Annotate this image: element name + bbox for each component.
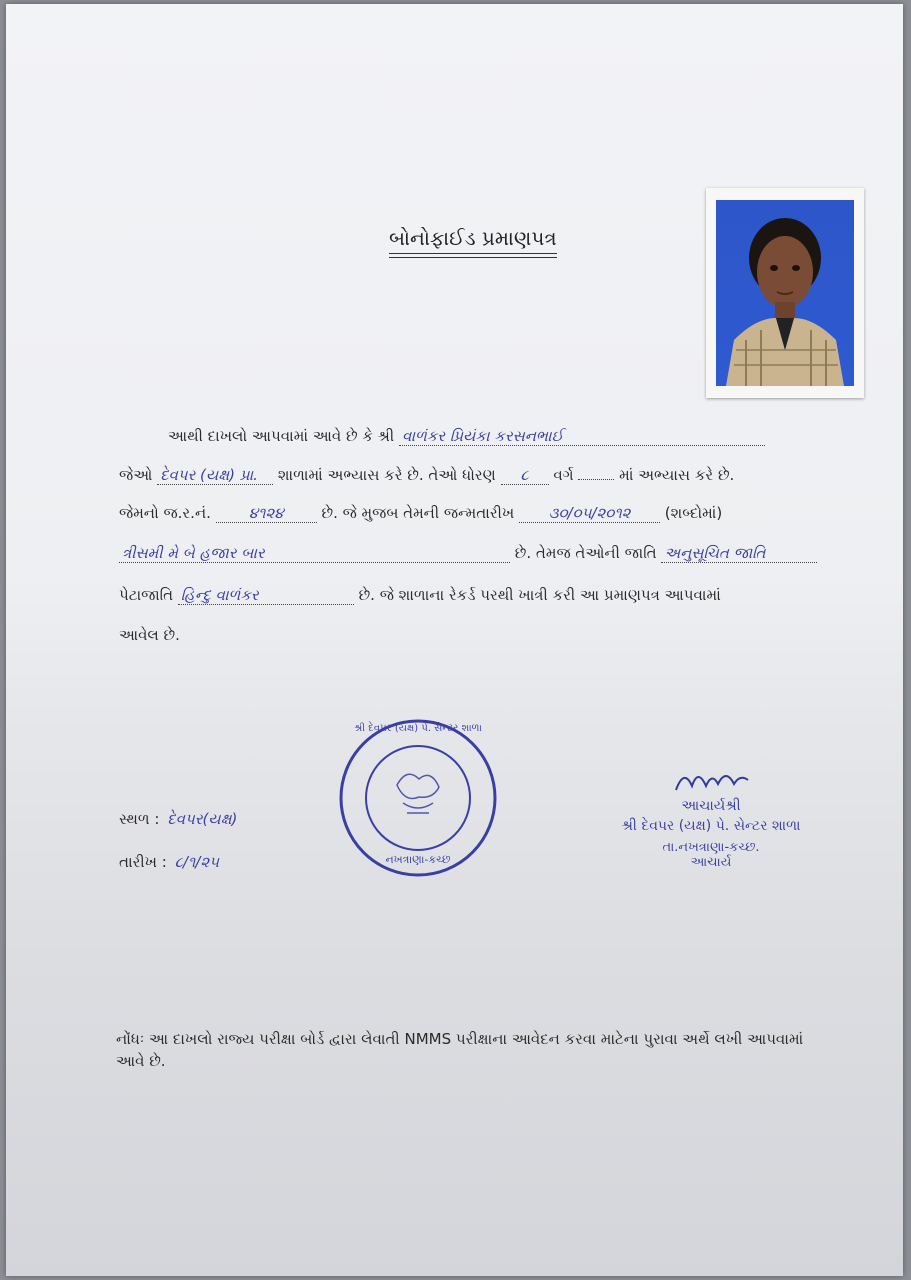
standard-field: ૮ xyxy=(501,466,549,485)
stamp-ring-text: શ્રી દેવપર (યક્ષ) પે. સેન્ટર શાળા xyxy=(354,723,482,734)
date-value: ૮/૧/૨૫ xyxy=(174,853,219,871)
footer-note: નોંધઃ આ દાખલો રાજ્ય પરીક્ષા બોર્ડ દ્વારા લેવાતી NMMS પરીક્ષાના આવેદન કરવા માટેના પુરાવા અર્થે લખી આપવામાં આવે છે. xyxy=(116,1030,804,1070)
paragraph-line-1 xyxy=(168,427,765,446)
subcaste-field: હિન્દુ વાળંકર xyxy=(178,586,354,605)
school-name-field: દેવપર (યક્ષ) પ્રા. xyxy=(157,466,273,485)
place-value: દેવપર(યક્ષ) xyxy=(167,810,238,828)
class-field xyxy=(578,479,614,480)
signature-school: શ્રી દેવપર (યક્ષ) પે. સેન્ટર શાળા xyxy=(621,818,801,834)
line2-suffix: માં અભ્યાસ કરે છે. xyxy=(619,466,735,484)
date-of-birth-field: ૩૦/૦૫/૨૦૧૨ xyxy=(519,504,660,523)
class-label: વર્ગ xyxy=(553,466,574,484)
date-line xyxy=(119,853,222,871)
signature-taluka: તા.નખત્રાણા-કચ્છ. xyxy=(662,840,760,855)
stamp-bottom-text: નખત્રાણા-કચ્છ xyxy=(385,853,451,866)
register-number-field: ૪૧૨૪ xyxy=(216,504,317,523)
certificate-paper xyxy=(6,4,903,1276)
line2-mid: શાળામાં અભ્યાસ કરે છે. તેઓ ધોરણ xyxy=(277,466,496,484)
line3-suffix: (શબ્દોમાં) xyxy=(664,504,723,522)
school-stamp xyxy=(337,717,499,879)
paragraph-line-5 xyxy=(119,586,721,605)
line2-prefix: જેઓ xyxy=(119,466,153,484)
signature-title: આચાર્યશ્રી xyxy=(681,798,741,814)
signature-role: આચાર્ય xyxy=(690,855,732,870)
certificate-title: બોનોફાઈડ પ્રમાણપત્ર xyxy=(389,226,557,254)
line4-mid: છે. તેમજ તેઓની જાતિ xyxy=(514,544,657,562)
intro-text: આથી દાખલો આપવામાં આવે છે કે શ્રી xyxy=(168,427,395,445)
student-name-field: વાળંકર પ્રિયંકા કરસનભાઈ xyxy=(399,427,765,446)
principal-signature-block xyxy=(591,764,831,870)
paragraph-line-3 xyxy=(119,504,722,523)
portrait-graphic xyxy=(716,200,854,386)
caste-field: અનુસૂચિત જાતિ xyxy=(661,544,817,563)
line3-prefix: જેમનો જ.ર.નં. xyxy=(119,504,211,522)
line3-mid: છે. જે મુજબ તેમની જન્મતારીખ xyxy=(321,504,515,522)
line5-suffix: છે. જે શાળાના રેકર્ડ પરથી ખાત્રી કરી આ પ્રમાણપત્ર આપવામાં xyxy=(358,586,721,604)
place-label: સ્થળ : xyxy=(119,810,160,828)
date-label: તારીખ : xyxy=(119,853,167,871)
student-photo xyxy=(706,188,864,398)
place-line xyxy=(119,810,240,828)
dob-words-field: ત્રીસમી મે બે હજાર બાર xyxy=(119,544,510,563)
paragraph-line-2 xyxy=(119,466,734,485)
line5-prefix: પેટાજાતિ xyxy=(119,586,174,604)
signature-scribble xyxy=(666,764,756,798)
paragraph-line-6: આવેલ છે. xyxy=(119,626,180,644)
photo-background xyxy=(716,200,854,386)
paragraph-line-4 xyxy=(119,544,817,563)
